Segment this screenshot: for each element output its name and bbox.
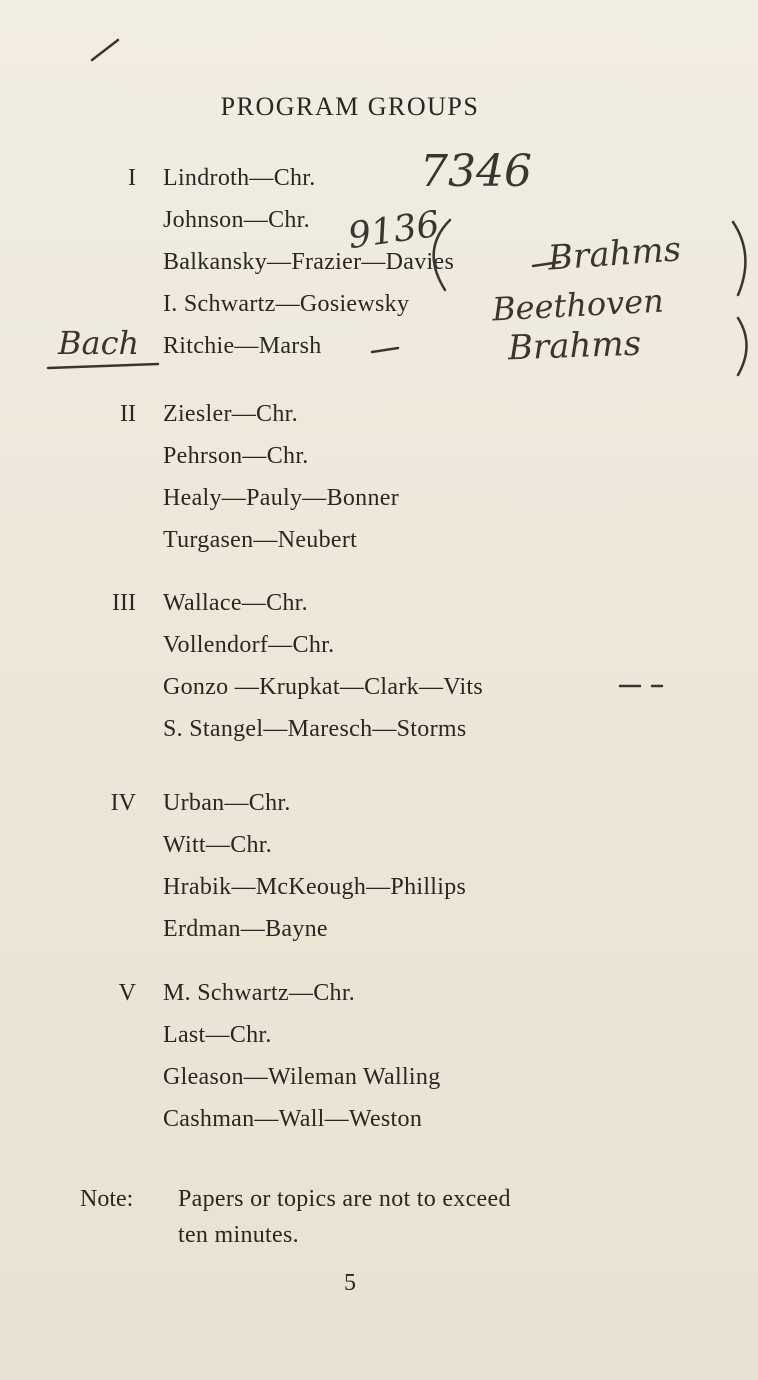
- group-line: Witt—Chr.: [163, 832, 273, 858]
- handwritten-note: Beethoven: [491, 281, 665, 329]
- group-numeral: II: [120, 401, 136, 427]
- group-line: Vollendorf—Chr.: [163, 632, 335, 658]
- page-number: 5: [344, 1270, 356, 1296]
- group-line: Cashman—Wall—Weston: [163, 1106, 423, 1132]
- group-line: I. Schwartz—Gosiewsky: [163, 291, 410, 317]
- group-line: Ritchie—Marsh: [163, 333, 322, 359]
- group-line: Last—Chr.: [163, 1022, 272, 1048]
- group-line: Wallace—Chr.: [163, 590, 308, 616]
- group-numeral: V: [118, 980, 136, 1006]
- group-line: Gleason—Wileman Walling: [163, 1064, 441, 1090]
- group-line: Johnson—Chr.: [163, 207, 310, 233]
- group-line: Turgasen—Neubert: [163, 527, 358, 553]
- group-line: Hrabik—McKeough—Phillips: [163, 874, 467, 900]
- group-line: Pehrson—Chr.: [163, 443, 309, 469]
- handwritten-note: Brahms: [546, 229, 683, 279]
- group-line: Lindroth—Chr.: [163, 165, 316, 191]
- group-numeral: III: [112, 590, 136, 616]
- note-label: Note:: [80, 1186, 134, 1212]
- group-numeral: I: [128, 165, 136, 191]
- handwritten-note: Bach: [58, 324, 140, 362]
- group-line: Urban—Chr.: [163, 790, 291, 816]
- group-line: Ziesler—Chr.: [163, 401, 298, 427]
- handwritten-note: Brahms: [507, 323, 642, 369]
- page-title: PROGRAM GROUPS: [220, 92, 480, 121]
- handwritten-number: 9136: [345, 203, 443, 258]
- group-line: Balkansky—Frazier—Davies: [163, 249, 455, 275]
- group-line: Gonzo —Krupkat—Clark—Vits: [163, 674, 484, 700]
- group-numeral: IV: [110, 790, 136, 816]
- group-line: S. Stangel—Maresch—Storms: [163, 716, 467, 742]
- group-line: Erdman—Bayne: [163, 916, 328, 942]
- handwritten-number: 7346: [420, 146, 532, 197]
- note-text: ten minutes.: [178, 1222, 299, 1248]
- note-text: Papers or topics are not to exceed: [178, 1186, 511, 1212]
- group-line: Healy—Pauly—Bonner: [163, 485, 400, 511]
- group-line: M. Schwartz—Chr.: [163, 980, 356, 1006]
